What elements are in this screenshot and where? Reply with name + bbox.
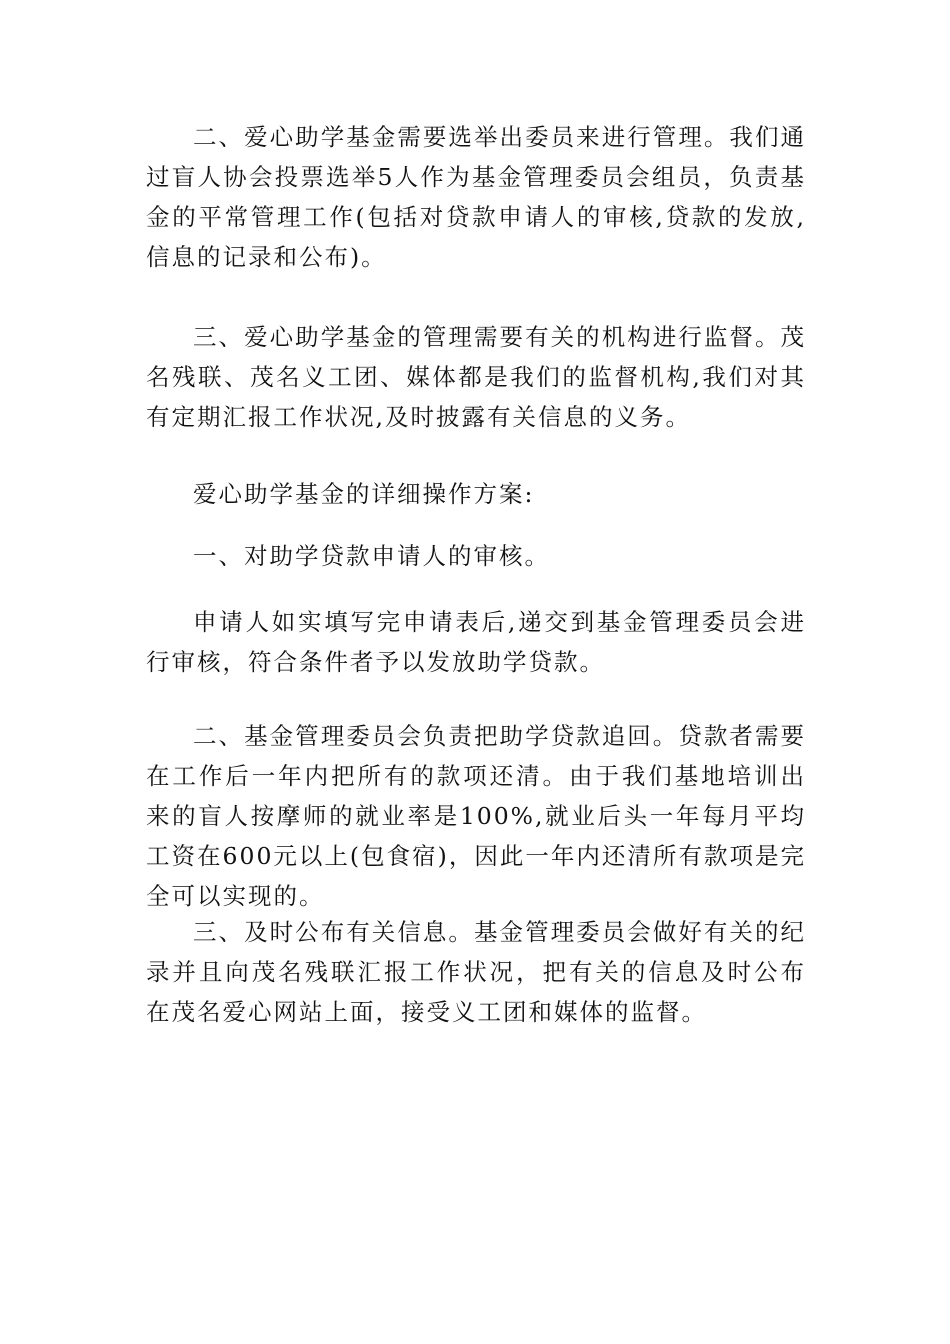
paragraph-information-disclosure: 三、及时公布有关信息。基金管理委员会做好有关的纪录并且向茂名残联汇报工作状况，把有关的信息及时公布在茂名爱心网站上面，接受义工团和媒体的监督。 (146, 918, 806, 1026)
paragraph-applicant-review-heading: 一、对助学贷款申请人的审核。 (193, 542, 550, 570)
paragraph-fund-supervision: 三、爱心助学基金的管理需要有关的机构进行监督。茂名残联、茂名义工团、媒体都是我们的监督机构,我们对其有定期汇报工作状况,及时披露有关信息的义务。 (146, 323, 806, 431)
paragraph-operation-plan-heading: 爱心助学基金的详细操作方案: (193, 480, 535, 508)
paragraph-fund-committee: 二、爱心助学基金需要选举出委员来进行管理。我们通过盲人协会投票选举5人作为基金管理委员会组员，负责基金的平常管理工作(包括对贷款申请人的审核,贷款的发放,信息的记录和公布)。 (146, 123, 806, 271)
paragraph-loan-recovery: 二、基金管理委员会负责把助学贷款追回。贷款者需要在工作后一年内把所有的款项还清。由于我们基地培训出来的盲人按摩师的就业率是100%,就业后头一年每月平均工资在600元以上(包食宿)，因此一年内还清所有款项是完全可以实现的。 (146, 722, 806, 910)
paragraph-application-process: 申请人如实填写完申请表后,递交到基金管理委员会进行审核，符合条件者予以发放助学贷款。 (146, 608, 806, 676)
